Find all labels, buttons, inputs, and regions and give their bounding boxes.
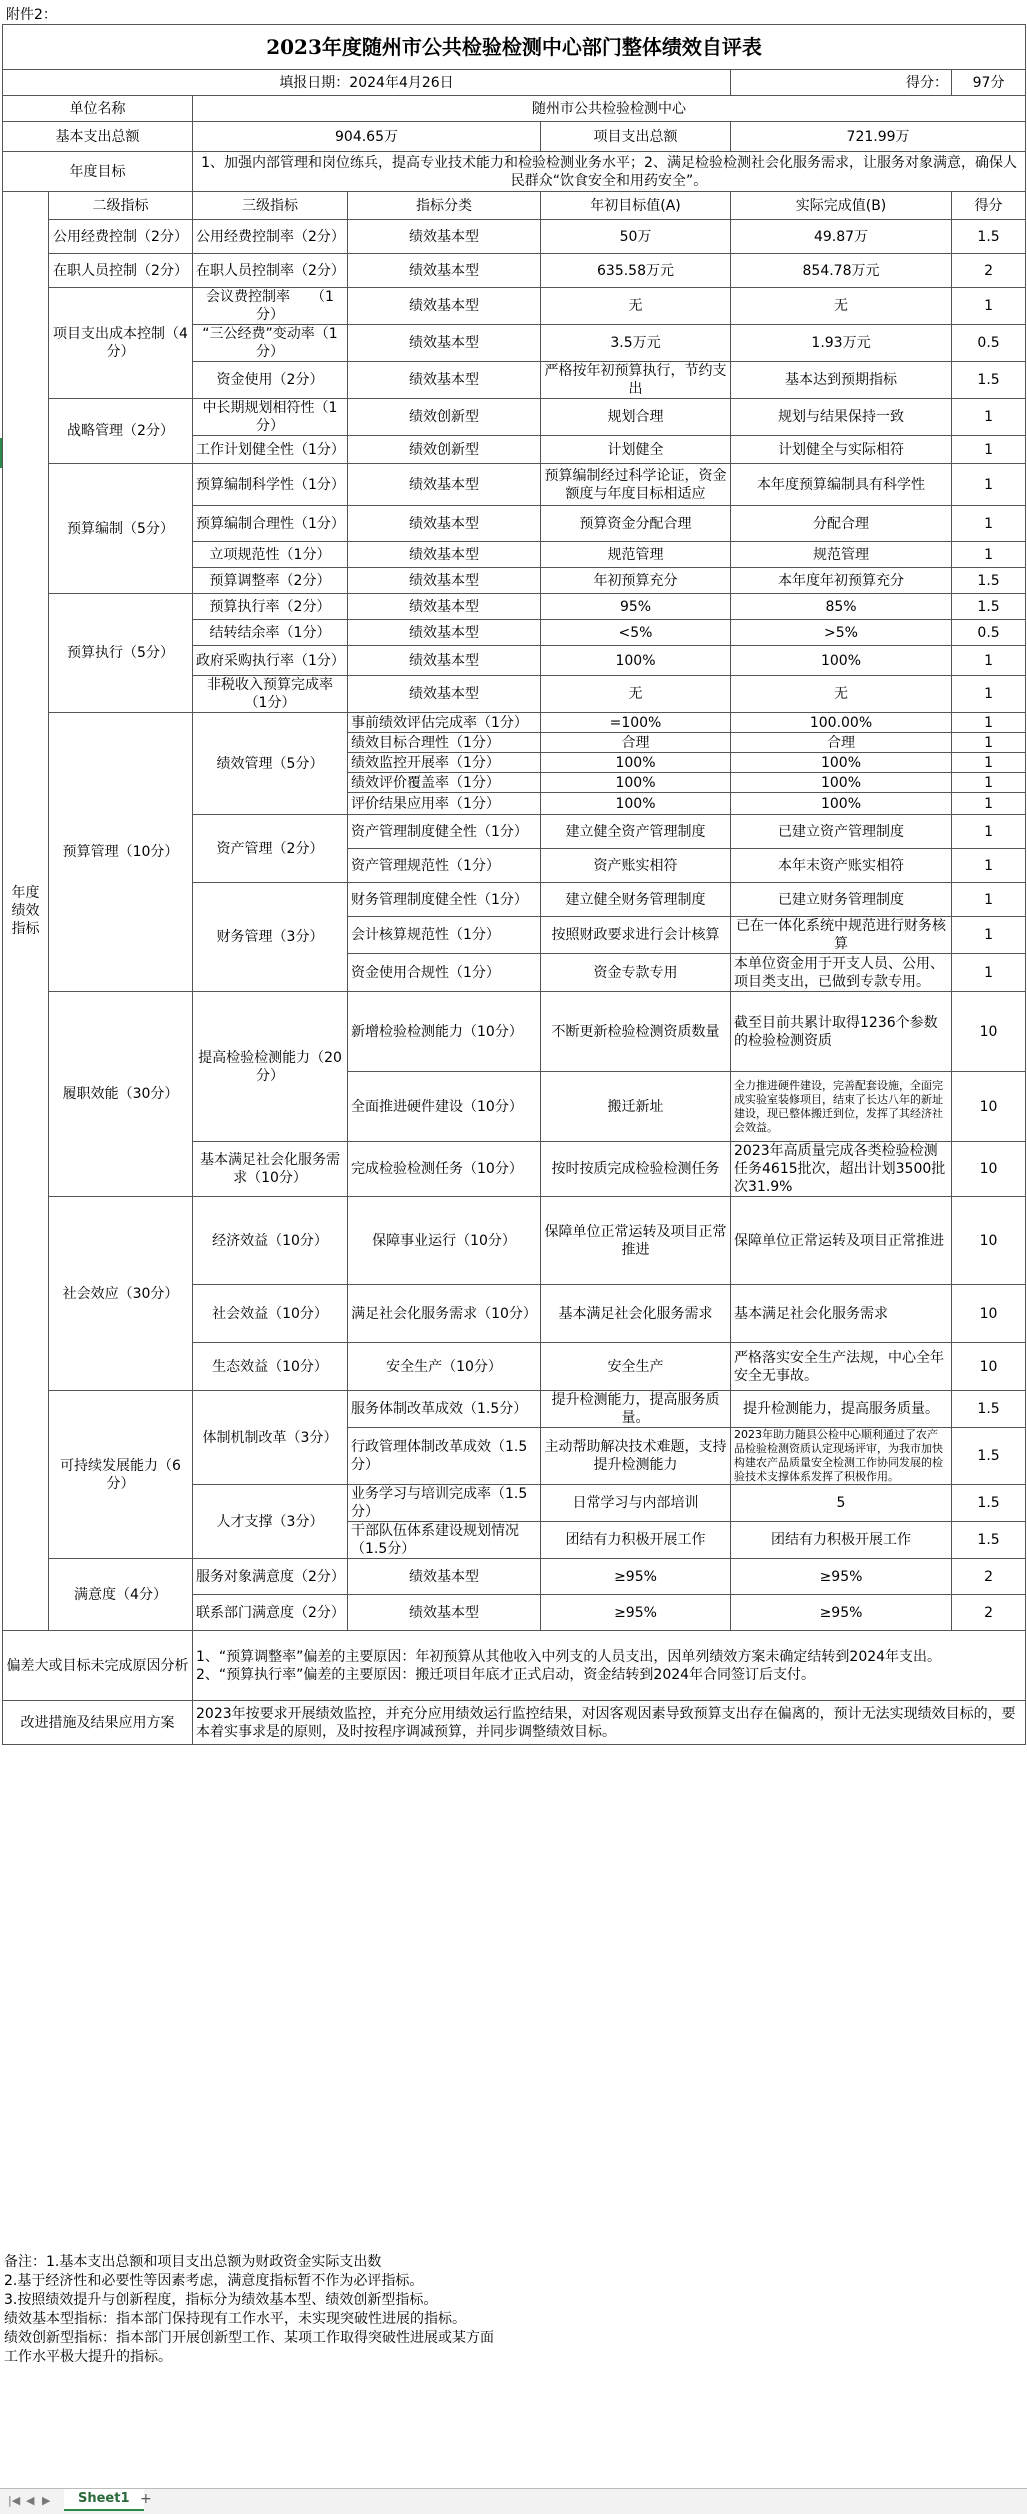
table-row: [3, 594, 1026, 620]
target-value: 安全生产: [541, 1343, 731, 1391]
score-cell: 1: [952, 849, 1026, 883]
target-value: 不断更新检验检测资质数量: [541, 992, 731, 1072]
indicator-category: 绩效基本型: [348, 288, 541, 325]
target-value: 团结有力积极开展工作: [541, 1522, 731, 1559]
target-value: 预算编制经过科学论证，资金额度与年度目标相适应: [541, 464, 731, 506]
unit-name-value: 随州市公共检验检测中心: [193, 96, 1026, 122]
actual-value: 截至目前共累计取得1236个参数的检验检测资质: [731, 992, 952, 1072]
sub-indicator: 资产管理制度健全性（1分）: [348, 815, 541, 849]
actual-value: 100%: [731, 646, 952, 676]
score-cell: 1.5: [952, 1522, 1026, 1559]
sub-indicator: 全面推进硬件建设（10分）: [348, 1072, 541, 1142]
evaluation-table: [2, 24, 1026, 1745]
indicator-category: 绩效基本型: [348, 220, 541, 254]
score-cell: 1: [952, 464, 1026, 506]
sub-indicator: 事前绩效评估完成率（1分）: [348, 713, 541, 733]
level3-indicator: 服务对象满意度（2分）: [193, 1559, 348, 1595]
target-value: 建立健全资产管理制度: [541, 815, 731, 849]
target-value: 100%: [541, 793, 731, 815]
indicator-category: 绩效基本型: [348, 325, 541, 362]
sub-indicator: 评价结果应用率（1分）: [348, 793, 541, 815]
indicator-category: 绩效基本型: [348, 1559, 541, 1595]
target-value: 100%: [541, 646, 731, 676]
actual-value: 100%: [731, 793, 952, 815]
actual-value: 本年度预算编制具有科学性: [731, 464, 952, 506]
score-cell: 2: [952, 1559, 1026, 1595]
target-value: 提升检测能力，提高服务质量。: [541, 1391, 731, 1428]
score-cell: 1: [952, 506, 1026, 542]
score-cell: 1.5: [952, 220, 1026, 254]
score-cell: 1: [952, 713, 1026, 733]
level3-indicator: 政府采购执行率（1分）: [193, 646, 348, 676]
actual-value: 基本达到预期指标: [731, 362, 952, 399]
level3-indicator: 预算调整率（2分）: [193, 568, 348, 594]
score-cell: 1: [952, 793, 1026, 815]
improvement-text: 2023年按要求开展绩效监控，并充分应用绩效运行监控结果，对因客观因素导致预算支出存在偏离的，预计无法实现绩效目标的，要本着实事求是的原则，及时按程序调减预算，并同步调整绩效目标。: [193, 1701, 1026, 1745]
score-cell: 0.5: [952, 325, 1026, 362]
indicator-category: 绩效创新型: [348, 436, 541, 464]
table-row: [3, 288, 1026, 325]
note-line: 2.基于经济性和必要性等因素考虑，满意度指标暂不作为必评指标。: [4, 2273, 424, 2289]
note-line: 备注：1.基本支出总额和项目支出总额为财政资金实际支出数: [4, 2254, 382, 2270]
level3-indicator: 在职人员控制率（2分）: [193, 254, 348, 288]
level2-indicator: 项目支出成本控制（4分）: [49, 288, 193, 399]
score-cell: 1: [952, 753, 1026, 773]
indicator-category: 绩效基本型: [348, 464, 541, 506]
actual-value: 2023年助力随县公检中心顺利通过了农产品检验检测资质认定现场评审，为我市加快构建农产品质量安全检测工作协同发展的检验技术支撑体系发挥了积极作用。: [731, 1428, 952, 1485]
actual-value: 5: [731, 1485, 952, 1522]
score-label: 得分：: [731, 70, 952, 96]
target-value: 资产账实相符: [541, 849, 731, 883]
score-cell: 1: [952, 399, 1026, 436]
table-row: [3, 464, 1026, 506]
sub-indicator: 会计核算规范性（1分）: [348, 917, 541, 954]
actual-value: 计划健全与实际相符: [731, 436, 952, 464]
column-header: 指标分类: [348, 192, 541, 220]
actual-value: 保障单位正常运转及项目正常推进: [731, 1197, 952, 1285]
indicator-category: 绩效创新型: [348, 399, 541, 436]
actual-value: 基本满足社会化服务需求: [731, 1285, 952, 1343]
level3-indicator: 体制机制改革（3分）: [193, 1391, 348, 1485]
level3-indicator: “三公经费”变动率（1分）: [193, 325, 348, 362]
level2-indicator: 可持续发展能力（6分）: [49, 1391, 193, 1559]
deviation-text: 1、“预算调整率”偏差的主要原因：年初预算从其他收入中列支的人员支出，因单列绩效方案未确定结转到2024年支出。 2、“预算执行率”偏差的主要原因：搬迁项目年底才正式启动，资金结转到2024年合同签订后支付。: [193, 1631, 1026, 1701]
score-cell: 1.5: [952, 594, 1026, 620]
target-value: 3.5万元: [541, 325, 731, 362]
target-value: 搬迁新址: [541, 1072, 731, 1142]
score-cell: 1.5: [952, 362, 1026, 399]
actual-value: 规划与结果保持一致: [731, 399, 952, 436]
sub-indicator: 服务体制改革成效（1.5分）: [348, 1391, 541, 1428]
level3-indicator: 人才支撑（3分）: [193, 1485, 348, 1559]
sub-indicator: 新增检验检测能力（10分）: [348, 992, 541, 1072]
score-cell: 2: [952, 254, 1026, 288]
improvement-label: 改进措施及结果应用方案: [3, 1701, 193, 1745]
actual-value: 团结有力积极开展工作: [731, 1522, 952, 1559]
actual-value: 本单位资金用于开支人员、公用、项目类支出，已做到专款专用。: [731, 954, 952, 992]
column-header: 二级指标: [49, 192, 193, 220]
prev-sheet-icon[interactable]: ◀: [26, 2494, 35, 2507]
annual-indicators-label: 年度绩效指标: [3, 192, 49, 1631]
score-cell: 1: [952, 436, 1026, 464]
level3-indicator: 提高检验检测能力（20分）: [193, 992, 348, 1142]
level2-indicator: 预算编制（5分）: [49, 464, 193, 594]
target-value: ≥95%: [541, 1595, 731, 1631]
actual-value: 本年末资产账实相符: [731, 849, 952, 883]
sub-indicator: 资产管理规范性（1分）: [348, 849, 541, 883]
level3-indicator: 联系部门满意度（2分）: [193, 1595, 348, 1631]
note-line: 3.按照绩效提升与创新程度，指标分为绩效基本型、绩效创新型指标。: [4, 2292, 438, 2308]
indicator-category: 绩效基本型: [348, 506, 541, 542]
indicator-category: 绩效基本型: [348, 542, 541, 568]
target-value: 按时按质完成检验检测任务: [541, 1142, 731, 1197]
indicator-category: 绩效基本型: [348, 594, 541, 620]
project-expense-label: 项目支出总额: [541, 122, 731, 152]
level2-indicator: 满意度（4分）: [49, 1559, 193, 1631]
score-cell: 10: [952, 1072, 1026, 1142]
target-value: 建立健全财务管理制度: [541, 883, 731, 917]
evaluation-sheet: [2, 24, 1025, 1745]
score-cell: 1: [952, 646, 1026, 676]
column-header: 得分: [952, 192, 1026, 220]
target-value: 严格按年初预算执行，节约支出: [541, 362, 731, 399]
annual-goal-text: 1、加强内部管理和岗位练兵，提高专业技术能力和检验检测业务水平；2、满足检验检测社会化服务需求，让服务对象满意，确保人民群众“饮食安全和用药安全”。: [193, 152, 1026, 192]
actual-value: 已建立资产管理制度: [731, 815, 952, 849]
indicator-category: 绩效基本型: [348, 568, 541, 594]
target-value: 预算资金分配合理: [541, 506, 731, 542]
score-cell: 10: [952, 1285, 1026, 1343]
score-cell: 1: [952, 733, 1026, 753]
actual-value: 规范管理: [731, 542, 952, 568]
score-cell: 10: [952, 1197, 1026, 1285]
score-cell: 2: [952, 1595, 1026, 1631]
indicator-category: 绩效基本型: [348, 362, 541, 399]
actual-value: 无: [731, 676, 952, 713]
column-header: 三级指标: [193, 192, 348, 220]
attachment-label: 附件2：: [6, 7, 57, 23]
target-value: 资金专款专用: [541, 954, 731, 992]
indicator-body: [3, 192, 1026, 1631]
score-cell: 1.5: [952, 1485, 1026, 1522]
target-value: 合理: [541, 733, 731, 753]
target-value: 无: [541, 288, 731, 325]
actual-value: 无: [731, 288, 952, 325]
target-value: 100%: [541, 773, 731, 793]
actual-value: 100%: [731, 753, 952, 773]
actual-value: ≥95%: [731, 1559, 952, 1595]
actual-value: 已在一体化系统中规范进行财务核算: [731, 917, 952, 954]
table-row: [3, 1559, 1026, 1595]
actual-value: 854.78万元: [731, 254, 952, 288]
actual-value: 分配合理: [731, 506, 952, 542]
unit-name-label: 单位名称: [3, 96, 193, 122]
column-header: 实际完成值(B): [731, 192, 952, 220]
indicator-category: 绩效基本型: [348, 1595, 541, 1631]
sub-indicator: 绩效评价覆盖率（1分）: [348, 773, 541, 793]
note-line: 工作水平极大提升的指标。: [4, 2349, 172, 2365]
target-value: 日常学习与内部培训: [541, 1485, 731, 1522]
level3-indicator: 生态效益（10分）: [193, 1343, 348, 1391]
score-cell: 1: [952, 883, 1026, 917]
target-value: <5%: [541, 620, 731, 646]
table-row: [3, 992, 1026, 1072]
target-value: 主动帮助解决技术难题，支持提升检测能力: [541, 1428, 731, 1485]
score-cell: 1: [952, 954, 1026, 992]
basic-expense-label: 基本支出总额: [3, 122, 193, 152]
first-sheet-icon[interactable]: |◀: [8, 2494, 21, 2507]
level2-indicator: 履职效能（30分）: [49, 992, 193, 1197]
target-value: 100%: [541, 753, 731, 773]
target-value: 计划健全: [541, 436, 731, 464]
target-value: 635.58万元: [541, 254, 731, 288]
sub-indicator: 绩效目标合理性（1分）: [348, 733, 541, 753]
actual-value: 85%: [731, 594, 952, 620]
actual-value: 100%: [731, 773, 952, 793]
sub-indicator: 财务管理制度健全性（1分）: [348, 883, 541, 917]
score-cell: 10: [952, 992, 1026, 1072]
table-row: [3, 192, 1026, 220]
indicator-category: 绩效基本型: [348, 620, 541, 646]
sub-indicator: 完成检验检测任务（10分）: [348, 1142, 541, 1197]
level3-indicator: 工作计划健全性（1分）: [193, 436, 348, 464]
table-row: [3, 254, 1026, 288]
target-value: =100%: [541, 713, 731, 733]
notes-section: [4, 2253, 1019, 2367]
actual-value: 严格落实安全生产法规，中心全年安全无事故。: [731, 1343, 952, 1391]
score-cell: 1.5: [952, 1428, 1026, 1485]
target-value: 95%: [541, 594, 731, 620]
note-line: 绩效基本型指标：指本部门保持现有工作水平，未实现突破性进展的指标。: [4, 2311, 466, 2327]
basic-expense-value: 904.65万: [193, 122, 541, 152]
sub-indicator: 绩效监控开展率（1分）: [348, 753, 541, 773]
note-line: 绩效创新型指标：指本部门开展创新型工作、某项工作取得突破性进展或某方面: [4, 2330, 494, 2346]
actual-value: 提升检测能力，提高服务质量。: [731, 1391, 952, 1428]
level3-indicator: 预算编制合理性（1分）: [193, 506, 348, 542]
actual-value: 1.93万元: [731, 325, 952, 362]
actual-value: 2023年高质量完成各类检验检测任务4615批次，超出计划3500批次31.9%: [731, 1142, 952, 1197]
level3-indicator: 结转结余率（1分）: [193, 620, 348, 646]
column-header: 年初目标值(A): [541, 192, 731, 220]
score-value: 97分: [952, 70, 1026, 96]
level3-indicator: 财务管理（3分）: [193, 883, 348, 992]
target-value: 保障单位正常运转及项目正常推进: [541, 1197, 731, 1285]
next-sheet-icon[interactable]: ▶: [42, 2494, 51, 2507]
score-cell: 1: [952, 773, 1026, 793]
sub-indicator: 业务学习与培训完成率（1.5分）: [348, 1485, 541, 1522]
level3-indicator: 社会效益（10分）: [193, 1285, 348, 1343]
actual-value: 100.00%: [731, 713, 952, 733]
target-value: ≥95%: [541, 1559, 731, 1595]
level2-indicator: 社会效应（30分）: [49, 1197, 193, 1391]
table-row: [3, 399, 1026, 436]
level3-indicator: 会议费控制率 （1分）: [193, 288, 348, 325]
table-row: [3, 220, 1026, 254]
level3-indicator: 公用经费控制率（2分）: [193, 220, 348, 254]
level3-indicator: 资金使用（2分）: [193, 362, 348, 399]
score-cell: 10: [952, 1142, 1026, 1197]
page-title: 2023年度随州市公共检验检测中心部门整体绩效自评表: [3, 25, 1026, 70]
level2-indicator: 预算管理（10分）: [49, 713, 193, 992]
target-value: 规划合理: [541, 399, 731, 436]
score-cell: 1: [952, 676, 1026, 713]
project-expense-value: 721.99万: [731, 122, 1026, 152]
level3-indicator: 立项规范性（1分）: [193, 542, 348, 568]
score-cell: 1.5: [952, 1391, 1026, 1428]
level3-indicator: 非税收入预算完成率（1分）: [193, 676, 348, 713]
sub-indicator: 满足社会化服务需求（10分）: [348, 1285, 541, 1343]
actual-value: 合理: [731, 733, 952, 753]
level2-indicator: 战略管理（2分）: [49, 399, 193, 464]
actual-value: 49.87万: [731, 220, 952, 254]
score-cell: 1: [952, 542, 1026, 568]
sub-indicator: 安全生产（10分）: [348, 1343, 541, 1391]
target-value: 规范管理: [541, 542, 731, 568]
sub-indicator: 干部队伍体系建设规划情况（1.5分）: [348, 1522, 541, 1559]
indicator-category: 绩效基本型: [348, 646, 541, 676]
target-value: 无: [541, 676, 731, 713]
add-sheet-icon[interactable]: +: [140, 2491, 152, 2507]
target-value: 年初预算充分: [541, 568, 731, 594]
sheet-tab[interactable]: Sheet1: [64, 2489, 144, 2511]
sub-indicator: 资金使用合规性（1分）: [348, 954, 541, 992]
indicator-category: 绩效基本型: [348, 676, 541, 713]
score-cell: 1: [952, 917, 1026, 954]
score-cell: 0.5: [952, 620, 1026, 646]
score-cell: 1: [952, 288, 1026, 325]
level3-indicator: 预算执行率（2分）: [193, 594, 348, 620]
level2-indicator: 预算执行（5分）: [49, 594, 193, 713]
level3-indicator: 基本满足社会化服务需求（10分）: [193, 1142, 348, 1197]
score-cell: 1: [952, 815, 1026, 849]
level2-indicator: 公用经费控制（2分）: [49, 220, 193, 254]
score-cell: 1.5: [952, 568, 1026, 594]
indicator-category: 绩效基本型: [348, 254, 541, 288]
table-row: [3, 713, 1026, 733]
actual-value: 全力推进硬件建设，完善配套设施，全面完成实验室装修项目，结束了长达八年的新址建设，现已整体搬迁到位，发挥了其经济社会效益。: [731, 1072, 952, 1142]
level3-indicator: 经济效益（10分）: [193, 1197, 348, 1285]
sub-indicator: 行政管理体制改革成效（1.5分）: [348, 1428, 541, 1485]
fill-date: 填报日期：2024年4月26日: [3, 70, 731, 96]
level2-indicator: 在职人员控制（2分）: [49, 254, 193, 288]
sheet-tab-bar: [0, 2488, 1027, 2514]
actual-value: 本年度年初预算充分: [731, 568, 952, 594]
target-value: 50万: [541, 220, 731, 254]
sub-indicator: 保障事业运行（10分）: [348, 1197, 541, 1285]
actual-value: 已建立财务管理制度: [731, 883, 952, 917]
level3-indicator: 中长期规划相符性（1分）: [193, 399, 348, 436]
level3-indicator: 预算编制科学性（1分）: [193, 464, 348, 506]
annual-goal-label: 年度目标: [3, 152, 193, 192]
actual-value: ≥95%: [731, 1595, 952, 1631]
level3-indicator: 绩效管理（5分）: [193, 713, 348, 815]
actual-value: >5%: [731, 620, 952, 646]
level3-indicator: 资产管理（2分）: [193, 815, 348, 883]
table-row: [3, 1197, 1026, 1285]
table-row: [3, 1391, 1026, 1428]
deviation-label: 偏差大或目标未完成原因分析: [3, 1631, 193, 1701]
target-value: 基本满足社会化服务需求: [541, 1285, 731, 1343]
score-cell: 10: [952, 1343, 1026, 1391]
target-value: 按照财政要求进行会计核算: [541, 917, 731, 954]
